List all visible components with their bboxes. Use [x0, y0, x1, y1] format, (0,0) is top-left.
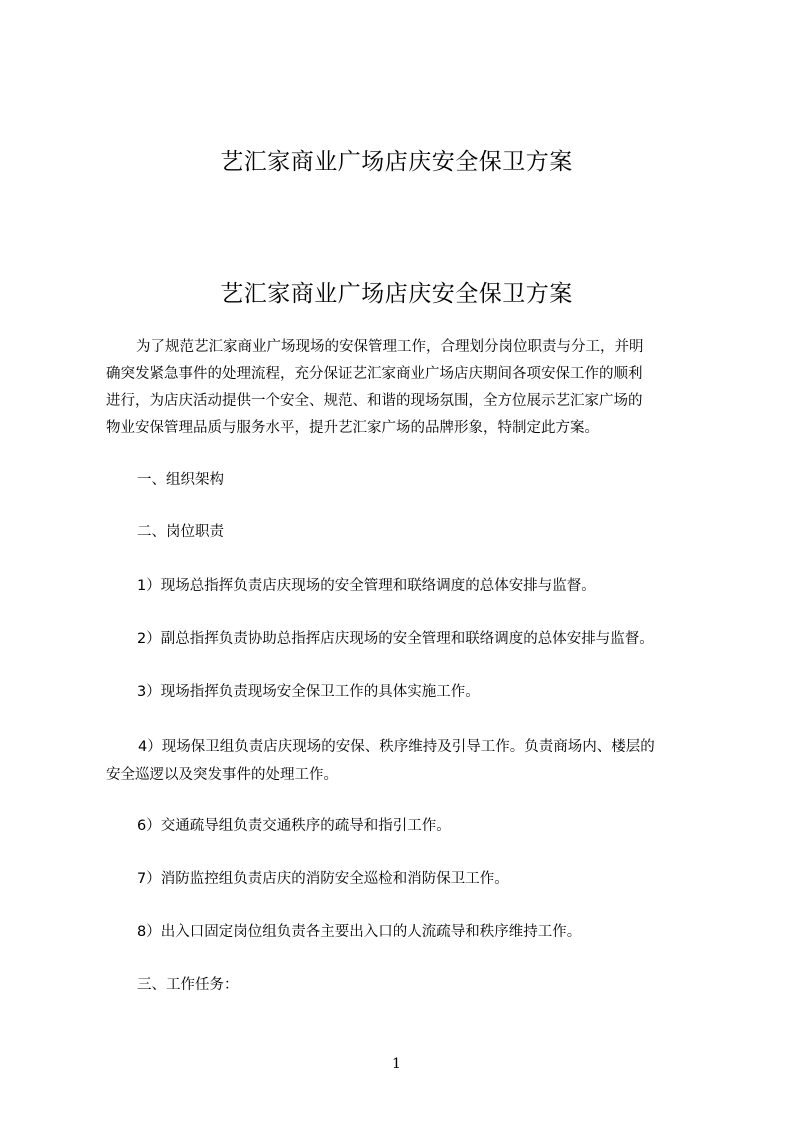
document-header-title: 艺汇家商业广场店庆安全保卫方案 [220, 149, 573, 175]
intro-line: 物业安保管理品质与服务水平，提升艺汇家广场的品牌形象，特制定此方案。 [106, 420, 599, 436]
duty-item-1: 1）现场总指挥负责店庆现场的安全管理和联络调度的总体安排与监督。 [137, 578, 596, 594]
intro-line: 为了规范艺汇家商业广场现场的安保管理工作，合理划分岗位职责与分工，并明 [136, 339, 644, 355]
section-heading-tasks: 三、工作任务： [137, 977, 239, 993]
duty-item-8: 8）出入口固定岗位组负责各主要出入口的人流疏导和秩序维持工作。 [137, 924, 582, 940]
document-main-title: 艺汇家商业广场店庆安全保卫方案 [220, 281, 573, 307]
duty-item-6: 6）交通疏导组负责交通秩序的疏导和指引工作。 [137, 818, 451, 834]
duty-item-4 [106, 733, 706, 789]
section-heading-duties: 二、岗位职责 [137, 524, 224, 540]
duty-item-4-line: 安全巡逻以及突发事件的处理工作。 [106, 767, 338, 783]
intro-line: 确突发紧急事件的处理流程，充分保证艺汇家商业广场店庆期间各项安保工作的顺利 [106, 366, 643, 382]
duty-item-2: 2）副总指挥负责协助总指挥店庆现场的安全管理和联络调度的总体安排与监督。 [137, 631, 654, 647]
intro-paragraph [106, 334, 700, 444]
duty-item-4-line: 4）现场保卫组负责店庆现场的安保、秩序维持及引导工作。负责商场内、楼层的 [138, 739, 655, 755]
section-heading-organization: 一、组织架构 [137, 472, 224, 488]
intro-line: 进行，为店庆活动提供一个安全、规范、和谐的现场氛围，全方位展示艺汇家广场的 [106, 393, 643, 409]
duty-item-7: 7）消防监控组负责店庆的消防安全巡检和消防保卫工作。 [137, 871, 509, 887]
duty-item-3: 3）现场指挥负责现场安全保卫工作的具体实施工作。 [137, 684, 480, 700]
page-number: 1 [392, 1056, 401, 1072]
